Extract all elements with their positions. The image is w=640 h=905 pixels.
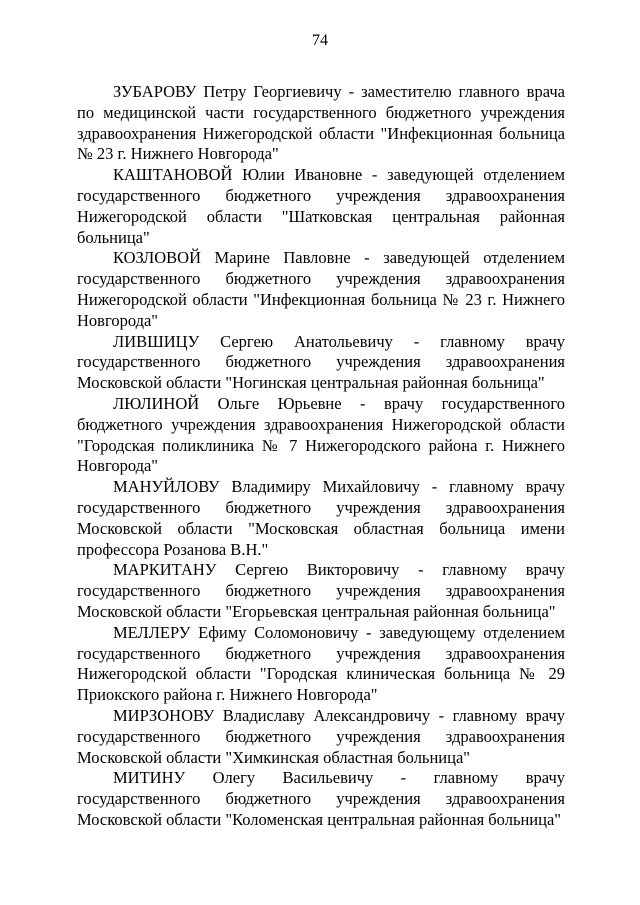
list-item: МАНУЙЛОВУ Владимиру Михайловичу - главному врачу государственного бюджетного учреждения здравоохранения Московской области "Московская областная больница имени профессора Розанова В.Н." — [77, 477, 565, 559]
list-item: МЕЛЛЕРУ Ефиму Соломоновичу - заведующему отделением государственного бюджетного учреждения здравоохранения Нижегородской области "Городская клиническая больница № 29 Приокского района г. Нижнего Новгорода" — [77, 622, 565, 705]
award-list — [77, 82, 565, 831]
list-item: ЗУБАРОВУ Петру Георгиевичу - заместителю главного врача по медицинской части государственного бюджетного учреждения здравоохранения Нижегородской области "Инфекционная больница № 23 г. Нижнего Новгорода" — [77, 82, 565, 164]
list-item: ЛИВШИЦУ Сергею Анатольевичу - главному врачу государственного бюджетного учреждения здравоохранения Московской области "Ногинская центральная районная больница" — [77, 331, 565, 393]
list-item: КОЗЛОВОЙ Марине Павловне - заведующей отделением государственного бюджетного учреждения здравоохранения Нижегородской области "Инфекционная больница № 23 г. Нижнего Новгорода" — [77, 248, 565, 330]
page-number: 74 — [312, 32, 328, 49]
list-item: МИТИНУ Олегу Васильевичу - главному врачу государственного бюджетного учреждения здравоохранения Московской области "Коломенская центральная районная больница" — [77, 768, 565, 829]
list-item: КАШТАНОВОЙ Юлии Ивановне - заведующей отделением государственного бюджетного учреждения здравоохранения Нижегородской области "Шатковская центральная районная больница" — [77, 165, 565, 247]
list-item: ЛЮЛИНОЙ Ольге Юрьевне - врачу государственного бюджетного учреждения здравоохранения Нижегородской области "Городская поликлиника № 7 Нижегородского района г. Нижнего Новгорода" — [77, 393, 565, 476]
list-item: МИРЗОНОВУ Владиславу Александровичу - главному врачу государственного бюджетного учреждения здравоохранения Московской области "Химкинская областная больница" — [77, 705, 565, 767]
list-item: МАРКИТАНУ Сергею Викторовичу - главному врачу государственного бюджетного учреждения здравоохранения Московской области "Егорьевская центральная районная больница" — [77, 560, 565, 621]
